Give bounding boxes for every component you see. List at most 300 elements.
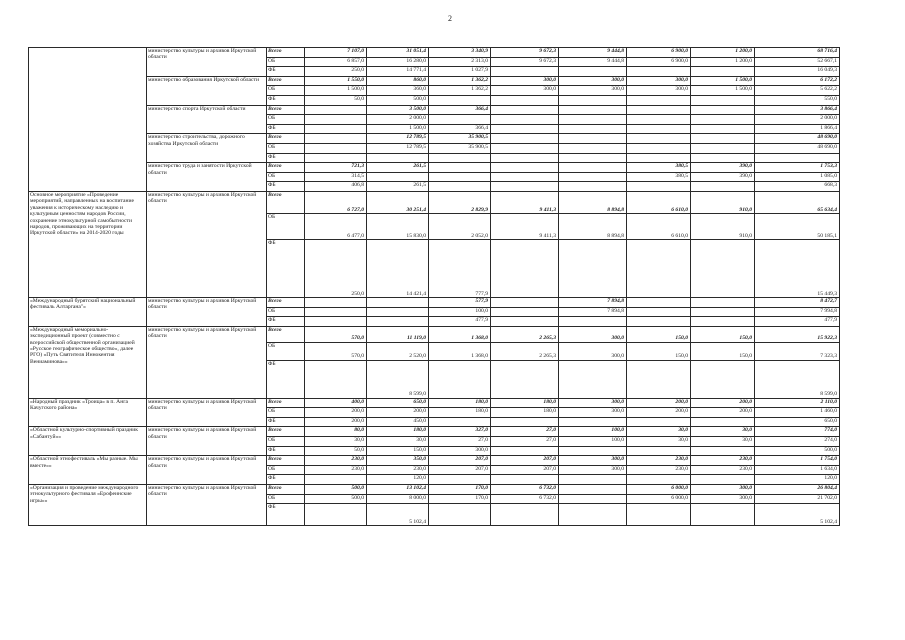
funding-source-cell: ОБ <box>267 143 305 153</box>
year-amount-cell: 6 000,0 <box>627 485 691 495</box>
year-amount-cell: 9 411,3 <box>491 191 559 213</box>
year-amount-cell <box>367 307 429 317</box>
year-amount-cell: 570,0 <box>305 326 367 342</box>
year-amount-cell <box>429 475 491 485</box>
year-amount-cell <box>305 153 367 163</box>
year-amount-cell <box>367 153 429 163</box>
year-amount-cell: 31 051,4 <box>367 48 429 58</box>
row-total-cell: 68 716,4 <box>755 48 840 58</box>
budget-table-body <box>29 48 840 526</box>
year-amount-cell: 9 672,3 <box>491 57 559 67</box>
year-amount-cell: 200,0 <box>691 408 755 418</box>
row-total-cell: 26 804,4 <box>755 485 840 495</box>
year-amount-cell: 13 102,4 <box>367 485 429 495</box>
year-amount-cell <box>305 360 367 398</box>
year-amount-cell: 12 789,5 <box>367 134 429 144</box>
year-amount-cell: 2 313,0 <box>429 57 491 67</box>
year-amount-cell: 300,0 <box>559 398 627 408</box>
year-amount-cell: 16 280,0 <box>367 57 429 67</box>
year-amount-cell: 261,5 <box>367 163 429 173</box>
year-amount-cell: 1 362,2 <box>429 86 491 96</box>
year-amount-cell <box>691 105 755 115</box>
year-amount-cell: 2 829,9 <box>429 191 491 213</box>
year-amount-cell: 6 610,0 <box>627 213 691 239</box>
year-amount-cell: 250,0 <box>305 67 367 77</box>
funding-source-cell: ОБ <box>267 307 305 317</box>
row-total-cell: 1 753,3 <box>755 163 840 173</box>
year-amount-cell <box>627 475 691 485</box>
year-amount-cell: 11 119,0 <box>367 326 429 342</box>
row-total-cell: 65 634,4 <box>755 191 840 213</box>
executor-cell: министерство культуры и архивов Иркутской области <box>147 427 267 456</box>
year-amount-cell <box>367 297 429 307</box>
year-amount-cell <box>691 153 755 163</box>
year-amount-cell <box>491 172 559 182</box>
year-amount-cell: 6 857,0 <box>305 57 367 67</box>
year-amount-cell: 30,0 <box>627 427 691 437</box>
year-amount-cell <box>491 504 559 526</box>
year-amount-cell <box>491 239 559 297</box>
year-amount-cell <box>691 95 755 105</box>
row-total-cell: 1 754,0 <box>755 456 840 466</box>
year-amount-cell <box>627 446 691 456</box>
year-amount-cell <box>491 67 559 77</box>
year-amount-cell: 380,5 <box>627 172 691 182</box>
funding-source-cell: Всего <box>267 427 305 437</box>
table-row <box>29 456 840 466</box>
year-amount-cell: 1 027,9 <box>429 67 491 77</box>
year-amount-cell <box>305 105 367 115</box>
year-amount-cell: 7 894,8 <box>559 307 627 317</box>
year-amount-cell: 2 000,0 <box>367 115 429 125</box>
year-amount-cell <box>491 115 559 125</box>
year-amount-cell: 360,0 <box>367 86 429 96</box>
year-amount-cell: 150,0 <box>627 326 691 342</box>
year-amount-cell <box>559 95 627 105</box>
year-amount-cell: 50,0 <box>305 95 367 105</box>
year-amount-cell: 6 477,0 <box>305 213 367 239</box>
row-total-cell: 7 323,3 <box>755 342 840 360</box>
funding-source-cell: ФБ <box>267 67 305 77</box>
row-total-cell: 1 634,0 <box>755 465 840 475</box>
year-amount-cell: 230,0 <box>691 456 755 466</box>
table-row <box>29 191 840 213</box>
year-amount-cell <box>627 95 691 105</box>
year-amount-cell <box>691 67 755 77</box>
funding-source-cell: ФБ <box>267 95 305 105</box>
year-amount-cell: 577,9 <box>429 297 491 307</box>
year-amount-cell: 350,0 <box>367 456 429 466</box>
year-amount-cell <box>429 153 491 163</box>
row-total-cell: 50 185,1 <box>755 213 840 239</box>
year-amount-cell <box>305 307 367 317</box>
year-amount-cell: 721,3 <box>305 163 367 173</box>
year-amount-cell <box>691 417 755 427</box>
funding-source-cell: ОБ <box>267 342 305 360</box>
funding-source-cell: Всего <box>267 163 305 173</box>
row-total-cell: 650,0 <box>755 417 840 427</box>
year-amount-cell <box>367 172 429 182</box>
year-amount-cell: 327,0 <box>429 427 491 437</box>
year-amount-cell: 1 200,0 <box>691 48 755 58</box>
year-amount-cell: 180,0 <box>367 427 429 437</box>
year-amount-cell: 30,0 <box>691 437 755 447</box>
funding-source-cell: Всего <box>267 76 305 86</box>
year-amount-cell <box>559 485 627 495</box>
year-amount-cell <box>491 307 559 317</box>
year-amount-cell: 1 550,0 <box>305 76 367 86</box>
row-total-cell: 8 472,7 <box>755 297 840 307</box>
year-amount-cell: 230,0 <box>627 456 691 466</box>
year-amount-cell: 390,0 <box>691 172 755 182</box>
year-amount-cell: 9 444,8 <box>559 48 627 58</box>
funding-source-cell: ФБ <box>267 153 305 163</box>
year-amount-cell <box>429 115 491 125</box>
year-amount-cell <box>491 105 559 115</box>
year-amount-cell <box>491 297 559 307</box>
year-amount-cell: 9 444,8 <box>559 57 627 67</box>
year-amount-cell <box>305 475 367 485</box>
year-amount-cell: 200,0 <box>367 408 429 418</box>
funding-source-cell: ФБ <box>267 504 305 526</box>
year-amount-cell: 477,9 <box>429 317 491 327</box>
year-amount-cell <box>691 239 755 297</box>
funding-source-cell: Всего <box>267 485 305 495</box>
event-name-cell: «Организация и проведение международного этнокультурного фестиваля «Ерофеинские игры»» <box>29 485 147 526</box>
year-amount-cell: 1 500,0 <box>691 86 755 96</box>
executor-cell: министерство спорта Иркутской области <box>147 105 267 134</box>
year-amount-cell: 300,0 <box>559 408 627 418</box>
budget-table-sheet <box>28 47 839 526</box>
year-amount-cell: 9 672,3 <box>491 48 559 58</box>
row-total-cell: 48 690,0 <box>755 134 840 144</box>
year-amount-cell: 250,0 <box>305 239 367 297</box>
year-amount-cell: 27,0 <box>429 437 491 447</box>
year-amount-cell: 2 265,3 <box>491 326 559 342</box>
year-amount-cell: 100,0 <box>429 307 491 317</box>
row-total-cell: 3 866,4 <box>755 105 840 115</box>
funding-source-cell: Всего <box>267 105 305 115</box>
year-amount-cell <box>429 172 491 182</box>
year-amount-cell: 261,5 <box>367 182 429 192</box>
row-total-cell: 2 000,0 <box>755 115 840 125</box>
table-row <box>29 48 840 58</box>
year-amount-cell <box>691 360 755 398</box>
year-amount-cell: 6 000,0 <box>627 494 691 504</box>
funding-source-cell: ФБ <box>267 124 305 134</box>
year-amount-cell <box>429 163 491 173</box>
funding-source-cell: ФБ <box>267 446 305 456</box>
year-amount-cell: 1 200,0 <box>691 57 755 67</box>
year-amount-cell: 3 340,9 <box>429 48 491 58</box>
row-total-cell: 1 085,0 <box>755 172 840 182</box>
year-amount-cell: 150,0 <box>691 326 755 342</box>
year-amount-cell: 390,0 <box>691 163 755 173</box>
year-amount-cell <box>305 317 367 327</box>
year-amount-cell: 380,5 <box>627 163 691 173</box>
event-name-cell <box>29 48 147 192</box>
year-amount-cell <box>691 182 755 192</box>
year-amount-cell: 50,0 <box>305 446 367 456</box>
funding-source-cell: ФБ <box>267 475 305 485</box>
funding-source-cell: ОБ <box>267 213 305 239</box>
funding-source-cell: ОБ <box>267 172 305 182</box>
year-amount-cell: 300,0 <box>627 86 691 96</box>
funding-source-cell: Всего <box>267 456 305 466</box>
row-total-cell: 16 049,3 <box>755 67 840 77</box>
year-amount-cell <box>691 307 755 317</box>
executor-cell: министерство труда и занятости Иркутской области <box>147 163 267 192</box>
year-amount-cell <box>627 182 691 192</box>
year-amount-cell <box>559 475 627 485</box>
year-amount-cell: 14 771,4 <box>367 67 429 77</box>
year-amount-cell <box>627 317 691 327</box>
year-amount-cell <box>627 134 691 144</box>
table-row <box>29 105 840 115</box>
funding-source-cell: ОБ <box>267 57 305 67</box>
year-amount-cell <box>491 446 559 456</box>
year-amount-cell <box>491 182 559 192</box>
year-amount-cell: 1 362,2 <box>429 76 491 86</box>
table-row <box>29 163 840 173</box>
executor-cell: министерство культуры и архивов Иркутской области <box>147 456 267 485</box>
year-amount-cell: 500,0 <box>305 494 367 504</box>
page-number: 2 <box>448 14 452 23</box>
year-amount-cell <box>627 115 691 125</box>
year-amount-cell: 170,0 <box>429 494 491 504</box>
funding-source-cell: ОБ <box>267 437 305 447</box>
year-amount-cell: 30,0 <box>305 437 367 447</box>
table-row <box>29 485 840 495</box>
year-amount-cell: 6 732,0 <box>491 494 559 504</box>
year-amount-cell <box>691 504 755 526</box>
row-total-cell: 274,0 <box>755 437 840 447</box>
year-amount-cell: 200,0 <box>627 398 691 408</box>
year-amount-cell <box>559 172 627 182</box>
year-amount-cell: 35 900,5 <box>429 143 491 153</box>
event-name-cell: «Международный мемориально-экспедиционный проект (совместно с всероссийской общественной организацией «Русское географическое общество», далее РГО) «Путь Святителя Иннокентия Вениаминова»» <box>29 326 147 398</box>
event-name-cell: «Народный праздник «Троица» в п. Анга Качугского района» <box>29 398 147 427</box>
year-amount-cell: 9 411,3 <box>491 213 559 239</box>
funding-source-cell: ФБ <box>267 417 305 427</box>
year-amount-cell <box>559 317 627 327</box>
year-amount-cell: 230,0 <box>691 465 755 475</box>
year-amount-cell: 366,4 <box>429 105 491 115</box>
year-amount-cell: 1 500,0 <box>305 86 367 96</box>
year-amount-cell <box>491 95 559 105</box>
event-name-cell: «Международный бурятский национальный фестиваль Алтаргана"» <box>29 297 147 326</box>
year-amount-cell: 300,0 <box>691 494 755 504</box>
row-total-cell: 48 690,0 <box>755 143 840 153</box>
year-amount-cell: 650,0 <box>367 398 429 408</box>
executor-cell: министерство строительства, дорожного хозяйства Иркутской области <box>147 134 267 163</box>
year-amount-cell <box>627 143 691 153</box>
year-amount-cell <box>691 317 755 327</box>
year-amount-cell <box>491 124 559 134</box>
year-amount-cell <box>305 134 367 144</box>
year-amount-cell: 1 368,0 <box>429 342 491 360</box>
year-amount-cell: 27,0 <box>491 437 559 447</box>
year-amount-cell: 500,0 <box>367 95 429 105</box>
year-amount-cell <box>627 67 691 77</box>
year-amount-cell: 6 900,0 <box>627 57 691 67</box>
year-amount-cell <box>491 163 559 173</box>
year-amount-cell: 300,0 <box>559 465 627 475</box>
year-amount-cell <box>627 360 691 398</box>
year-amount-cell <box>559 134 627 144</box>
row-total-cell: 477,9 <box>755 317 840 327</box>
funding-source-cell: ФБ <box>267 182 305 192</box>
year-amount-cell: 300,0 <box>429 446 491 456</box>
year-amount-cell: 910,0 <box>691 191 755 213</box>
year-amount-cell <box>305 115 367 125</box>
year-amount-cell: 2 052,0 <box>429 213 491 239</box>
row-total-cell: 500,0 <box>755 446 840 456</box>
year-amount-cell: 200,0 <box>691 398 755 408</box>
year-amount-cell: 27,0 <box>491 427 559 437</box>
year-amount-cell <box>429 95 491 105</box>
year-amount-cell: 300,0 <box>559 86 627 96</box>
event-name-cell: «Областной культурно-спортивный праздник «Сабантуй»» <box>29 427 147 456</box>
year-amount-cell: 35 900,5 <box>429 134 491 144</box>
year-amount-cell <box>691 115 755 125</box>
year-amount-cell: 150,0 <box>627 342 691 360</box>
year-amount-cell: 30,0 <box>367 437 429 447</box>
row-total-cell: 5 102,4 <box>755 504 840 526</box>
year-amount-cell: 230,0 <box>305 456 367 466</box>
year-amount-cell <box>559 153 627 163</box>
year-amount-cell: 14 421,4 <box>367 239 429 297</box>
year-amount-cell: 300,0 <box>559 456 627 466</box>
row-total-cell: 8 599,0 <box>755 360 840 398</box>
funding-source-cell: ФБ <box>267 239 305 297</box>
row-total-cell: 550,0 <box>755 95 840 105</box>
row-total-cell <box>755 153 840 163</box>
executor-cell: министерство культуры и архивов Иркутской области <box>147 398 267 427</box>
year-amount-cell <box>491 475 559 485</box>
funding-source-cell: ОБ <box>267 465 305 475</box>
year-amount-cell: 406,8 <box>305 182 367 192</box>
year-amount-cell: 300,0 <box>559 342 627 360</box>
year-amount-cell: 80,0 <box>305 427 367 437</box>
year-amount-cell <box>491 153 559 163</box>
year-amount-cell: 200,0 <box>305 417 367 427</box>
executor-cell: министерство культуры и архивов Иркутской области <box>147 48 267 77</box>
funding-source-cell: ОБ <box>267 115 305 125</box>
funding-source-cell: ФБ <box>267 317 305 327</box>
year-amount-cell <box>559 115 627 125</box>
year-amount-cell <box>429 360 491 398</box>
year-amount-cell: 180,0 <box>429 398 491 408</box>
table-row <box>29 398 840 408</box>
year-amount-cell: 8 000,0 <box>367 494 429 504</box>
row-total-cell: 21 702,0 <box>755 494 840 504</box>
year-amount-cell <box>691 475 755 485</box>
year-amount-cell <box>691 143 755 153</box>
year-amount-cell: 120,0 <box>367 475 429 485</box>
year-amount-cell <box>691 446 755 456</box>
year-amount-cell <box>627 239 691 297</box>
year-amount-cell: 170,0 <box>429 485 491 495</box>
year-amount-cell: 1 368,0 <box>429 326 491 342</box>
year-amount-cell: 6 732,0 <box>491 485 559 495</box>
table-row <box>29 326 840 342</box>
year-amount-cell <box>559 163 627 173</box>
funding-source-cell: Всего <box>267 134 305 144</box>
funding-source-cell: Всего <box>267 398 305 408</box>
funding-source-cell: ОБ <box>267 86 305 96</box>
year-amount-cell: 200,0 <box>627 408 691 418</box>
year-amount-cell: 180,0 <box>491 408 559 418</box>
year-amount-cell: 207,0 <box>491 465 559 475</box>
event-name-cell: «Областной этнофестиваль «Мы разные. Мы вместе»» <box>29 456 147 485</box>
year-amount-cell <box>559 504 627 526</box>
year-amount-cell: 2 520,0 <box>367 342 429 360</box>
year-amount-cell <box>367 317 429 327</box>
year-amount-cell <box>429 504 491 526</box>
table-row <box>29 297 840 307</box>
row-total-cell: 6 172,2 <box>755 76 840 86</box>
year-amount-cell <box>305 143 367 153</box>
table-row <box>29 134 840 144</box>
funding-source-cell: Всего <box>267 326 305 342</box>
year-amount-cell <box>627 504 691 526</box>
year-amount-cell <box>627 297 691 307</box>
year-amount-cell <box>559 143 627 153</box>
row-total-cell: 7 994,8 <box>755 307 840 317</box>
year-amount-cell <box>627 307 691 317</box>
year-amount-cell: 570,0 <box>305 342 367 360</box>
year-amount-cell <box>691 297 755 307</box>
year-amount-cell: 30,0 <box>627 437 691 447</box>
year-amount-cell <box>305 297 367 307</box>
year-amount-cell: 30 251,4 <box>367 191 429 213</box>
year-amount-cell: 12 789,5 <box>367 143 429 153</box>
year-amount-cell: 6 900,0 <box>627 48 691 58</box>
year-amount-cell: 6 727,0 <box>305 191 367 213</box>
year-amount-cell <box>559 417 627 427</box>
year-amount-cell <box>305 504 367 526</box>
funding-source-cell: ОБ <box>267 408 305 418</box>
funding-source-cell: ОБ <box>267 494 305 504</box>
year-amount-cell: 400,0 <box>305 398 367 408</box>
year-amount-cell: 300,0 <box>559 76 627 86</box>
year-amount-cell: 150,0 <box>367 446 429 456</box>
year-amount-cell: 300,0 <box>559 326 627 342</box>
year-amount-cell: 860,0 <box>367 76 429 86</box>
year-amount-cell: 1 500,0 <box>367 124 429 134</box>
executor-cell: министерство образования Иркутской области <box>147 76 267 105</box>
year-amount-cell: 314,5 <box>305 172 367 182</box>
year-amount-cell: 1 500,0 <box>691 76 755 86</box>
year-amount-cell: 100,0 <box>559 437 627 447</box>
year-amount-cell: 8 599,0 <box>367 360 429 398</box>
executor-cell: министерство культуры и архивов Иркутской области <box>147 485 267 526</box>
funding-source-cell: Всего <box>267 297 305 307</box>
year-amount-cell <box>691 134 755 144</box>
funding-source-cell: Всего <box>267 48 305 58</box>
event-name-cell: Основное мероприятие «Проведение мероприятий, направленных на воспитание уважения к историческому наследию и культурным ценностям народов России, сохранение этнокультурной самобытности народов, проживающих на территории Иркутской области» на 2014-2020 годы <box>29 191 147 297</box>
year-amount-cell <box>559 182 627 192</box>
year-amount-cell <box>627 124 691 134</box>
funding-source-cell: ФБ <box>267 360 305 398</box>
year-amount-cell: 500,0 <box>305 485 367 495</box>
year-amount-cell: 180,0 <box>429 408 491 418</box>
year-amount-cell: 910,0 <box>691 213 755 239</box>
year-amount-cell <box>305 124 367 134</box>
year-amount-cell: 100,0 <box>559 427 627 437</box>
year-amount-cell: 207,0 <box>429 456 491 466</box>
